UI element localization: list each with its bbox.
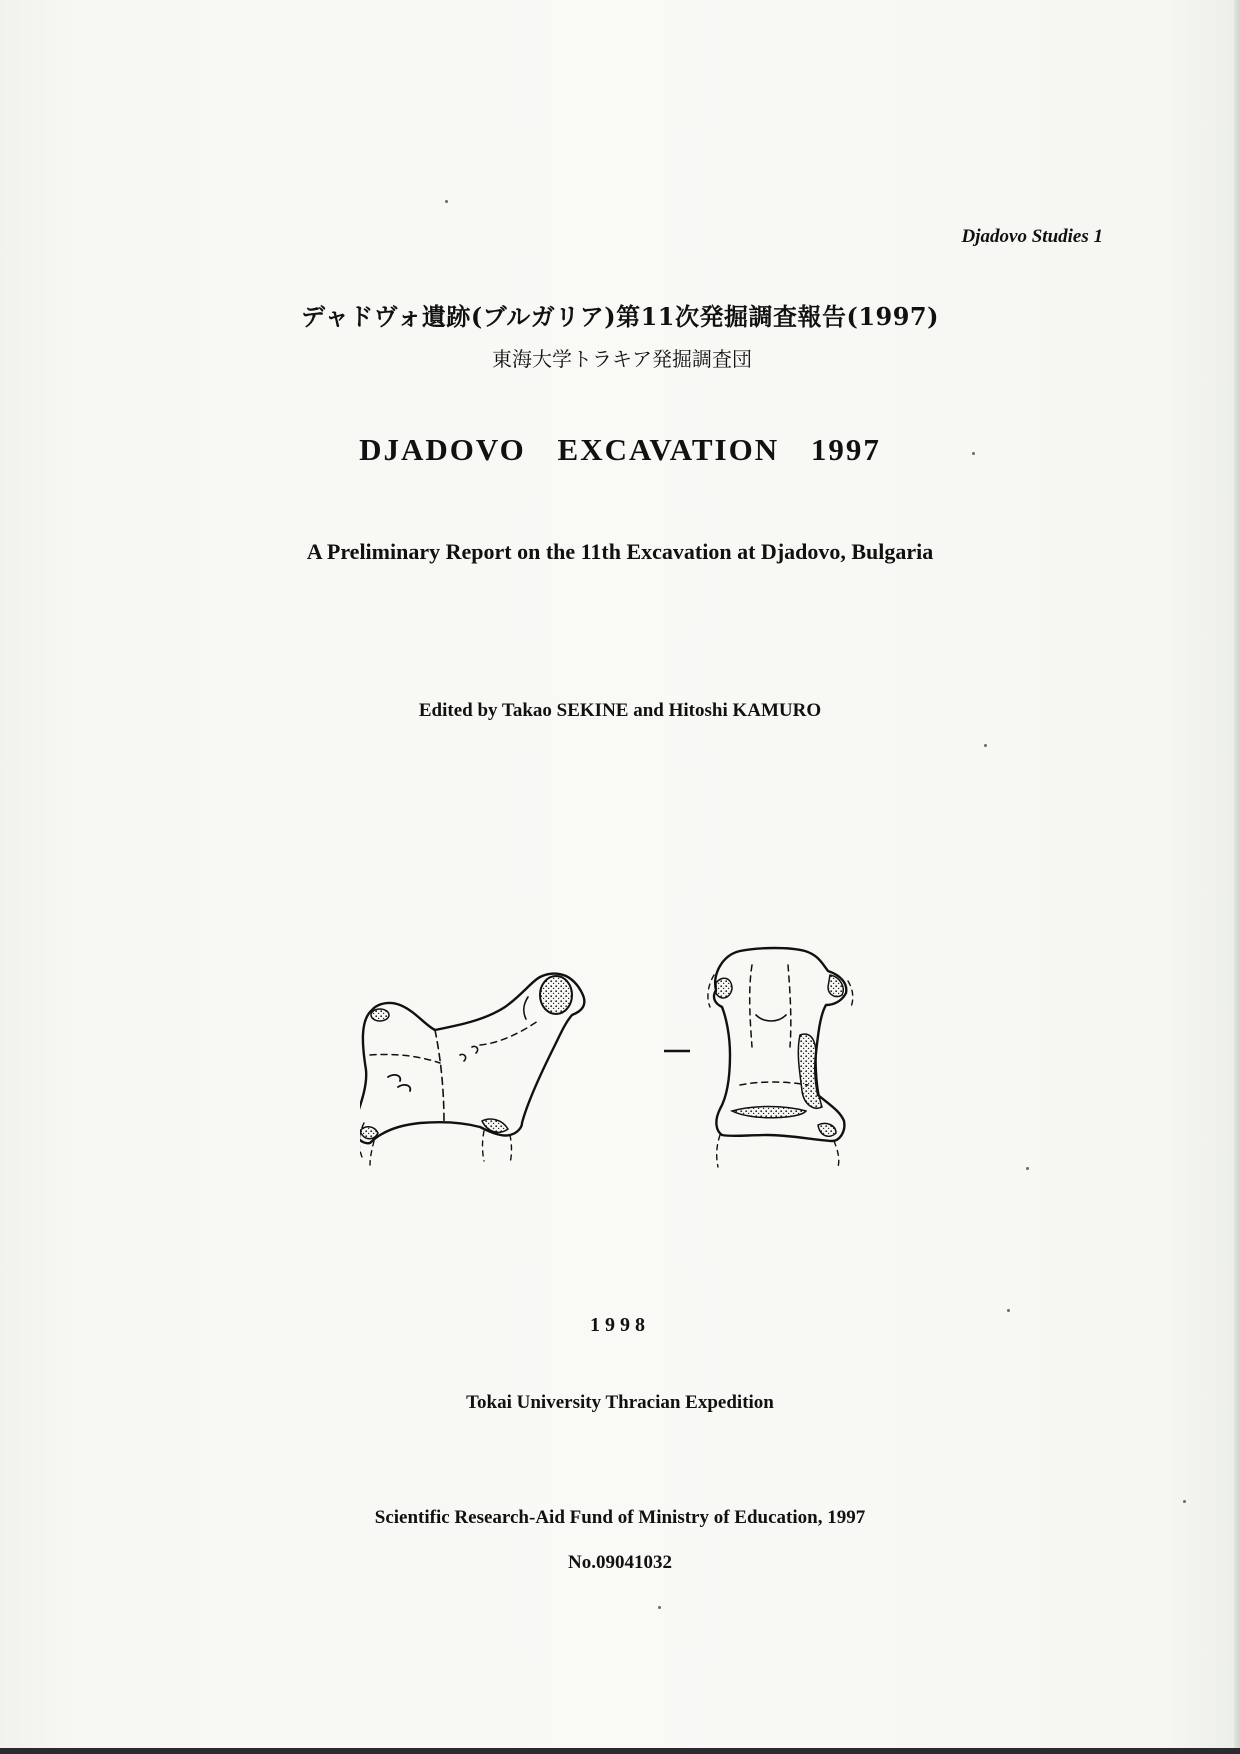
paper-speck	[1026, 1167, 1029, 1170]
artifact-drawing	[360, 935, 860, 1175]
japanese-title: デャドヴォ遺跡(ブルガリア)第11次発掘調査報告(1997)	[301, 302, 939, 331]
paper-speck	[445, 200, 448, 203]
publication-year: 1998	[590, 1314, 650, 1336]
page-bottom-edge	[0, 1748, 1240, 1754]
japanese-subtitle: 東海大学トラキア発掘調査団	[492, 347, 752, 371]
page-right-edge	[1234, 0, 1240, 1754]
paper-speck	[984, 744, 987, 747]
series-label: Djadovo Studies 1	[961, 226, 1103, 247]
main-title: DJADOVO EXCAVATION 1997	[359, 432, 881, 467]
editors-line: Edited by Takao SEKINE and Hitoshi KAMURO	[418, 700, 822, 721]
paper-speck	[658, 1606, 661, 1609]
organization-name: Tokai University Thracian Expedition	[466, 1392, 774, 1413]
paper-speck	[972, 452, 975, 455]
grant-number: No.09041032	[568, 1552, 672, 1573]
paper-speck	[1007, 1309, 1010, 1312]
report-subtitle: A Preliminary Report on the 11th Excavation at Djadovo, Bulgaria	[306, 539, 934, 564]
paper-speck	[1183, 1500, 1186, 1503]
funding-line: Scientific Research-Aid Fund of Ministry of Education, 1997	[374, 1507, 866, 1528]
